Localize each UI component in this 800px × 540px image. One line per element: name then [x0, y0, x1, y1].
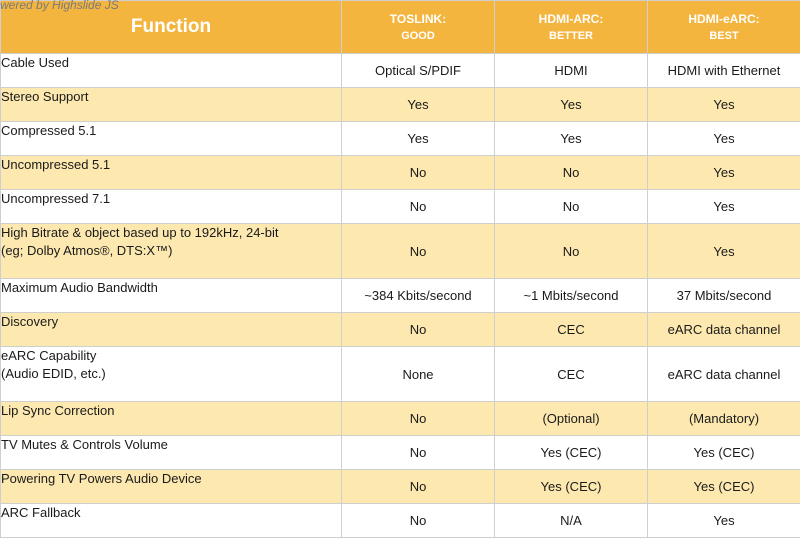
highslide-watermark: wered by Highslide JS	[0, 0, 119, 12]
table-row	[1, 436, 800, 470]
toslink-cell: ~384 Kbits/second	[342, 279, 495, 313]
hdmi-arc-cell: ~1 Mbits/second	[495, 279, 648, 313]
table-row	[1, 122, 800, 156]
hdmi-earc-cell: HDMI with Ethernet	[648, 54, 800, 88]
hdmi-earc-cell: 37 Mbits/second	[648, 279, 800, 313]
hdmi-arc-cell: N/A	[495, 504, 648, 538]
table-row	[1, 224, 800, 279]
table-row	[1, 88, 800, 122]
hdmi-earc-cell: Yes	[648, 122, 800, 156]
column-name: TOSLINK:	[389, 12, 447, 26]
row-label	[1, 347, 342, 402]
hdmi-arc-cell: No	[495, 156, 648, 190]
table-row	[1, 279, 800, 313]
function-column-header: Function	[1, 1, 342, 54]
hdmi-arc-cell: No	[495, 224, 648, 279]
row-label: Compressed 5.1	[1, 122, 342, 156]
hdmi-arc-cell: Yes	[495, 88, 648, 122]
row-label: Uncompressed 7.1	[1, 190, 342, 224]
row-label: Uncompressed 5.1	[1, 156, 342, 190]
row-label: Powering TV Powers Audio Device	[1, 470, 342, 504]
row-label-line: eARC Capability	[1, 348, 97, 363]
toslink-cell: None	[342, 347, 495, 402]
hdmi-earc-cell: Yes (CEC)	[648, 436, 800, 470]
table-row	[1, 402, 800, 436]
hdmi-earc-cell: Yes	[648, 156, 800, 190]
column-name: HDMI-ARC:	[538, 12, 604, 26]
toslink-cell: No	[342, 470, 495, 504]
table-row	[1, 347, 800, 402]
toslink-cell: No	[342, 156, 495, 190]
toslink-cell: No	[342, 190, 495, 224]
row-label-line: (eg; Dolby Atmos®, DTS:X™)	[1, 243, 173, 258]
column-grade: BETTER	[549, 30, 593, 42]
toslink-cell: Optical S/PDIF	[342, 54, 495, 88]
hdmi-arc-cell: No	[495, 190, 648, 224]
table-row	[1, 313, 800, 347]
hdmi-earc-cell: (Mandatory)	[648, 402, 800, 436]
row-label: Discovery	[1, 313, 342, 347]
table-row	[1, 190, 800, 224]
row-label-line: High Bitrate & object based up to 192kHz, 24-bit	[1, 225, 279, 240]
hdmi-earc-cell: eARC data channel	[648, 347, 800, 402]
row-label-line: (Audio EDID, etc.)	[1, 366, 106, 381]
row-label: ARC Fallback	[1, 504, 342, 538]
row-label	[1, 224, 342, 279]
column-name: HDMI-eARC:	[688, 12, 760, 26]
table-row	[1, 156, 800, 190]
table-row	[1, 504, 800, 538]
row-label: TV Mutes & Controls Volume	[1, 436, 342, 470]
hdmi-earc-cell: Yes	[648, 504, 800, 538]
toslink-cell: No	[342, 504, 495, 538]
row-label: Lip Sync Correction	[1, 402, 342, 436]
hdmi-earc-column-header	[648, 1, 800, 54]
hdmi-arc-cell: CEC	[495, 347, 648, 402]
toslink-cell: No	[342, 224, 495, 279]
hdmi-earc-cell: Yes (CEC)	[648, 470, 800, 504]
hdmi-earc-cell: Yes	[648, 190, 800, 224]
table-header-row	[1, 1, 800, 54]
toslink-cell: Yes	[342, 88, 495, 122]
hdmi-arc-cell: Yes (CEC)	[495, 436, 648, 470]
column-grade: BEST	[709, 30, 739, 42]
toslink-cell: Yes	[342, 122, 495, 156]
hdmi-earc-cell: Yes	[648, 88, 800, 122]
hdmi-arc-cell: Yes (CEC)	[495, 470, 648, 504]
hdmi-earc-cell: Yes	[648, 224, 800, 279]
hdmi-arc-cell: CEC	[495, 313, 648, 347]
toslink-cell: No	[342, 436, 495, 470]
hdmi-arc-cell: Yes	[495, 122, 648, 156]
row-label: Maximum Audio Bandwidth	[1, 279, 342, 313]
column-grade: GOOD	[401, 30, 435, 42]
table-row	[1, 470, 800, 504]
row-label: Cable Used	[1, 54, 342, 88]
toslink-cell: No	[342, 402, 495, 436]
row-label: Stereo Support	[1, 88, 342, 122]
hdmi-earc-cell: eARC data channel	[648, 313, 800, 347]
hdmi-arc-cell: (Optional)	[495, 402, 648, 436]
toslink-cell: No	[342, 313, 495, 347]
hdmi-arc-column-header	[495, 1, 648, 54]
toslink-column-header	[342, 1, 495, 54]
hdmi-arc-cell: HDMI	[495, 54, 648, 88]
table-row	[1, 54, 800, 88]
